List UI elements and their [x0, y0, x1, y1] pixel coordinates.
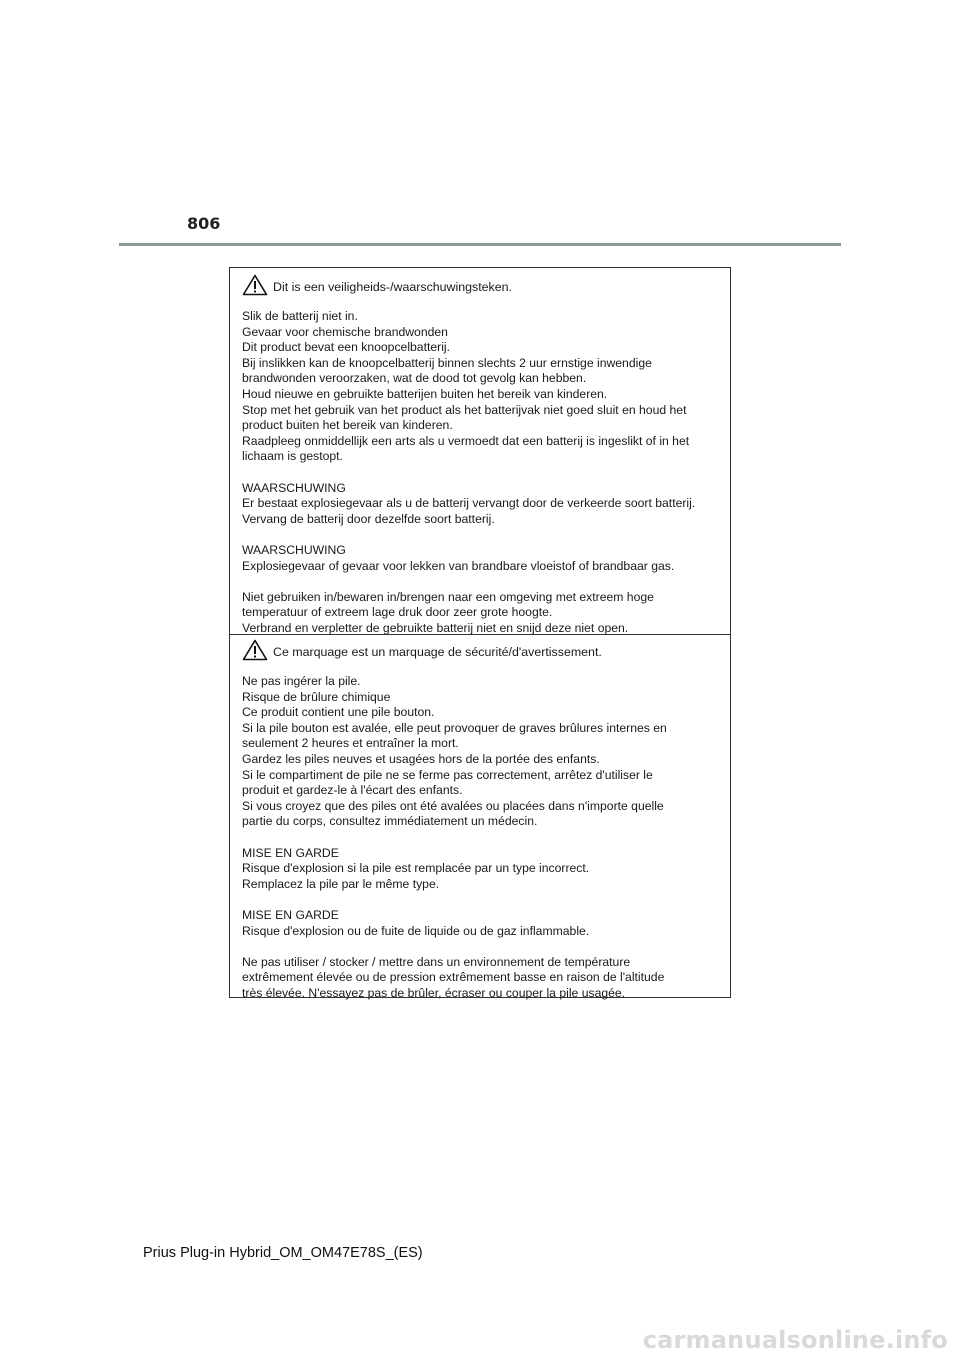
french-sign-text: Ce marquage est un marquage de sécurité/d'avertissement. — [273, 645, 602, 659]
french-text-line: Gardez les piles neuves et usagées hors de la portée des enfants. — [242, 751, 600, 766]
french-text-line: Si le compartiment de pile ne se ferme pas correctement, arrêtez d'utiliser le — [242, 767, 653, 782]
paragraph-gap — [242, 465, 726, 481]
french-text-line: Risque d'explosion si la pile est remplacée par un type incorrect. — [242, 861, 590, 876]
dutch-text-line: Houd nieuwe en gebruikte batterijen buiten het bereik van kinderen. — [242, 386, 608, 401]
french-text-line: Risque d'explosion ou de fuite de liquide ou de gaz inflammable. — [242, 923, 590, 938]
watermark: carmanualsonline.info — [642, 1326, 948, 1354]
dutch-warning-section — [230, 268, 730, 634]
warning-triangle-icon — [242, 274, 268, 296]
dutch-text-line: product buiten het bereik van kinderen. — [242, 418, 453, 433]
dutch-text-line: Stop met het gebruik van het product als het batterijvak niet goed sluit en houd het — [242, 402, 687, 417]
french-text-line: Ne pas utiliser / stocker / mettre dans un environnement de température — [242, 954, 631, 969]
paragraph-gap — [242, 939, 726, 955]
french-text-line: très élevée. N'essayez pas de brûler, écraser ou couper la pile usagée. — [242, 985, 626, 1000]
dutch-text-line: Vervang de batterij door dezelfde soort batterij. — [242, 511, 495, 526]
dutch-text-line: lichaam is gestopt. — [242, 449, 343, 464]
french-text-line: Ne pas ingérer la pile. — [242, 674, 361, 688]
paragraph-gap — [242, 892, 726, 908]
french-text-line: Si vous croyez que des piles ont été avalées ou placées dans n'importe quelle — [242, 798, 664, 813]
dutch-sign-line — [242, 274, 512, 296]
dutch-text-line: Slik de batterij niet in. — [242, 309, 358, 323]
french-text-line: Si la pile bouton est avalée, elle peut provoquer de graves brûlures internes en — [242, 720, 667, 735]
french-text-line: MISE EN GARDE — [242, 845, 339, 860]
french-text-line: Risque de brûlure chimique — [242, 689, 391, 704]
battery-warning-label — [229, 267, 731, 998]
french-sign-line — [242, 639, 602, 661]
page-number: 806 — [187, 214, 221, 233]
dutch-warning-text — [242, 309, 726, 636]
dutch-text-line: WAARSCHUWING — [242, 542, 346, 557]
french-text-line: Remplacez la pile par le même type. — [242, 876, 440, 891]
paragraph-gap — [242, 830, 726, 846]
french-text-line: MISE EN GARDE — [242, 907, 339, 922]
dutch-text-line: brandwonden veroorzaken, wat de dood tot gevolg kan hebben. — [242, 371, 587, 386]
dutch-sign-text: Dit is een veiligheids-/waarschuwingsteken. — [273, 280, 512, 294]
dutch-text-line: WAARSCHUWING — [242, 480, 346, 495]
dutch-text-line: Explosiegevaar of gevaar voor lekken van brandbare vloeistof of brandbaar gas. — [242, 558, 675, 573]
dutch-text-line: Verbrand en verpletter de gebruikte batterij niet en snijd deze niet open. — [242, 620, 629, 635]
header-divider — [119, 243, 841, 246]
dutch-text-line: temperatuur of extreem lage druk door zeer grote hoogte. — [242, 605, 553, 620]
warning-triangle-icon — [242, 639, 268, 661]
french-text-line: seulement 2 heures et entraîner la mort. — [242, 736, 459, 751]
dutch-text-line: Gevaar voor chemische brandwonden — [242, 324, 448, 339]
dutch-text-line: Niet gebruiken in/bewaren in/brengen naar een omgeving met extreem hoge — [242, 589, 654, 604]
french-text-line: Ce produit contient une pile bouton. — [242, 705, 435, 720]
dutch-text-line: Raadpleeg onmiddellijk een arts als u vermoedt dat een batterij is ingeslikt of in het — [242, 433, 690, 448]
french-warning-text — [242, 674, 726, 1001]
french-text-line: extrêmement élevée ou de pression extrêmement basse en raison de l'altitude — [242, 970, 665, 985]
french-text-line: partie du corps, consultez immédiatement un médecin. — [242, 814, 538, 829]
dutch-text-line: Dit product bevat een knoopcelbatterij. — [242, 340, 450, 355]
paragraph-gap — [242, 574, 726, 590]
paragraph-gap — [242, 527, 726, 543]
manual-identifier: Prius Plug-in Hybrid_OM_OM47E78S_(ES) — [143, 1245, 423, 1261]
french-text-line: produit et gardez-le à l'écart des enfants. — [242, 783, 463, 798]
dutch-text-line: Er bestaat explosiegevaar als u de batterij vervangt door de verkeerde soort batterij. — [242, 496, 696, 511]
french-warning-section — [230, 634, 730, 1000]
dutch-text-line: Bij inslikken kan de knoopcelbatterij binnen slechts 2 uur ernstige inwendige — [242, 355, 652, 370]
